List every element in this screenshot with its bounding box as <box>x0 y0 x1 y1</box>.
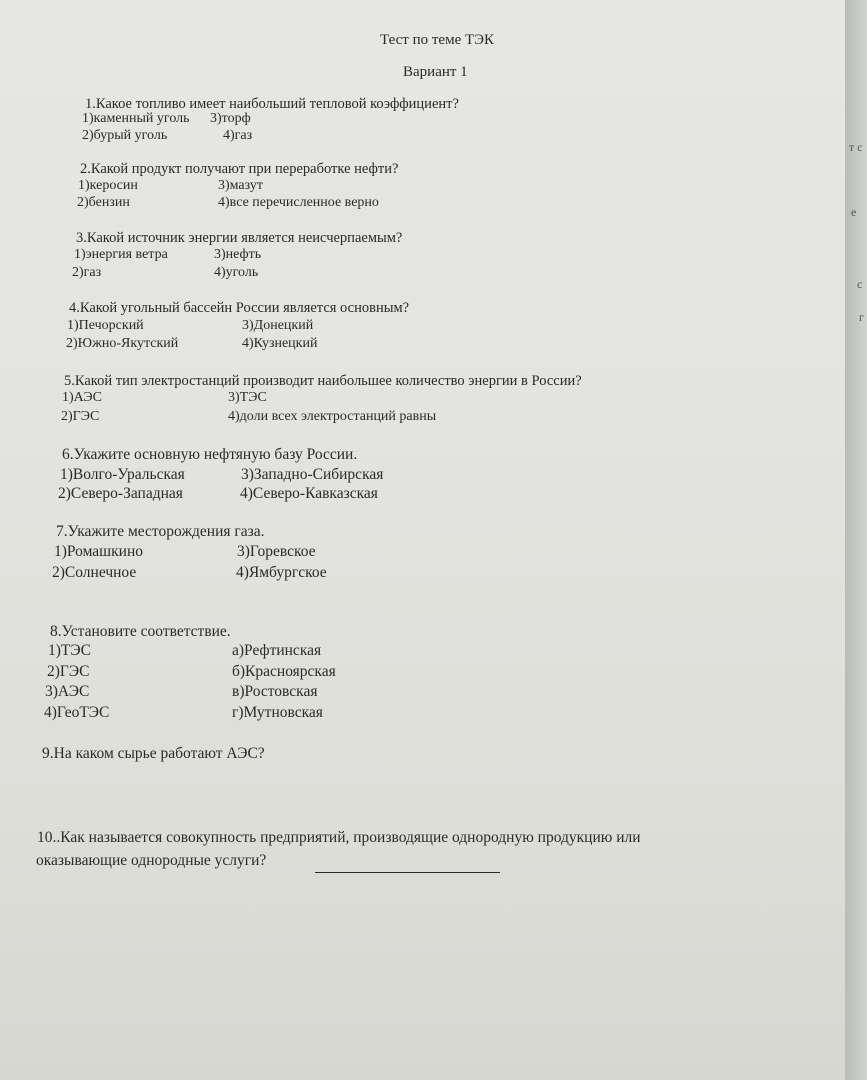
q8-left-1: 1)ТЭС <box>48 642 91 659</box>
q3-option-2: 2)газ <box>72 265 102 280</box>
question-3: 3.Какой источник энергии является неисчерпаемым? <box>76 230 403 246</box>
q3-option-3: 3)нефть <box>214 247 262 262</box>
q7-option-4: 4)Ямбургское <box>236 564 327 581</box>
q2-option-4: 4)все перечисленное верно <box>218 195 379 210</box>
q1-option-2: 2)бурый уголь <box>82 128 168 143</box>
q5-option-3: 3)ТЭС <box>228 390 267 405</box>
q5-option-1: 1)АЭС <box>62 390 103 405</box>
adjacent-sheet-edge <box>845 0 867 1080</box>
edge-fragment-4: г <box>859 310 864 324</box>
question-8: 8.Установите соответствие. <box>50 623 231 640</box>
question-4: 4.Какой угольный бассейн России является основным? <box>69 300 410 316</box>
q6-option-4: 4)Северо-Кавказская <box>240 485 378 502</box>
q6-option-3: 3)Западно-Сибирская <box>241 466 384 483</box>
question-2: 2.Какой продукт получают при переработке нефти? <box>80 161 399 177</box>
q8-right-1: а)Рефтинская <box>232 642 322 659</box>
edge-fragment-2: е <box>851 205 857 219</box>
question-6: 6.Укажите основную нефтяную базу России. <box>62 446 358 463</box>
question-10-line-2: оказывающие однородные услуги? <box>36 852 267 869</box>
q2-option-3: 3)мазут <box>218 178 263 193</box>
q8-right-2: б)Красноярская <box>232 663 336 680</box>
answer-blank-line <box>315 872 500 873</box>
q8-left-3: 3)АЭС <box>45 683 90 700</box>
q5-option-2: 2)ГЭС <box>61 409 100 424</box>
variant-label: Вариант 1 <box>403 64 468 80</box>
q3-option-1: 1)энергия ветра <box>74 247 168 262</box>
q6-option-1: 1)Волго-Уральская <box>60 466 185 483</box>
q2-option-2: 2)бензин <box>77 195 130 210</box>
q1-option-3: 3)торф <box>210 111 251 126</box>
q4-option-4: 4)Кузнецкий <box>242 336 318 351</box>
q1-option-4: 4)газ <box>223 128 253 143</box>
q8-left-2: 2)ГЭС <box>47 663 90 680</box>
q2-option-1: 1)керосин <box>78 178 138 193</box>
question-10-line-1: 10..Как называется совокупность предприятий, производящие однородную продукцию или <box>37 829 641 846</box>
edge-fragment-3: с <box>857 277 863 291</box>
q3-option-4: 4)уголь <box>214 265 259 280</box>
q1-option-1: 1)каменный уголь <box>82 111 190 126</box>
q8-left-4: 4)ГеоТЭС <box>44 704 110 721</box>
q8-right-4: г)Мутновская <box>232 704 323 721</box>
q8-right-3: в)Ростовская <box>232 683 318 700</box>
q4-option-1: 1)Печорский <box>67 318 144 333</box>
q6-option-2: 2)Северо-Западная <box>58 485 183 502</box>
q4-option-3: 3)Донецкий <box>242 318 314 333</box>
q4-option-2: 2)Южно-Якутский <box>66 336 179 351</box>
edge-fragment-1: т с <box>849 140 863 154</box>
q7-option-3: 3)Горевское <box>237 543 316 560</box>
q7-option-2: 2)Солнечное <box>52 564 137 581</box>
test-title: Тест по теме ТЭК <box>380 32 495 48</box>
question-1: 1.Какое топливо имеет наибольший тепловой коэффициент? <box>85 96 459 112</box>
q7-option-1: 1)Ромашкино <box>54 543 143 560</box>
q5-option-4: 4)доли всех электростанций равны <box>228 409 437 424</box>
question-7: 7.Укажите месторождения газа. <box>56 523 265 540</box>
question-9: 9.На каком сырье работают АЭС? <box>42 745 265 762</box>
question-5: 5.Какой тип электростанций производит наибольшее количество энергии в России? <box>64 373 582 389</box>
